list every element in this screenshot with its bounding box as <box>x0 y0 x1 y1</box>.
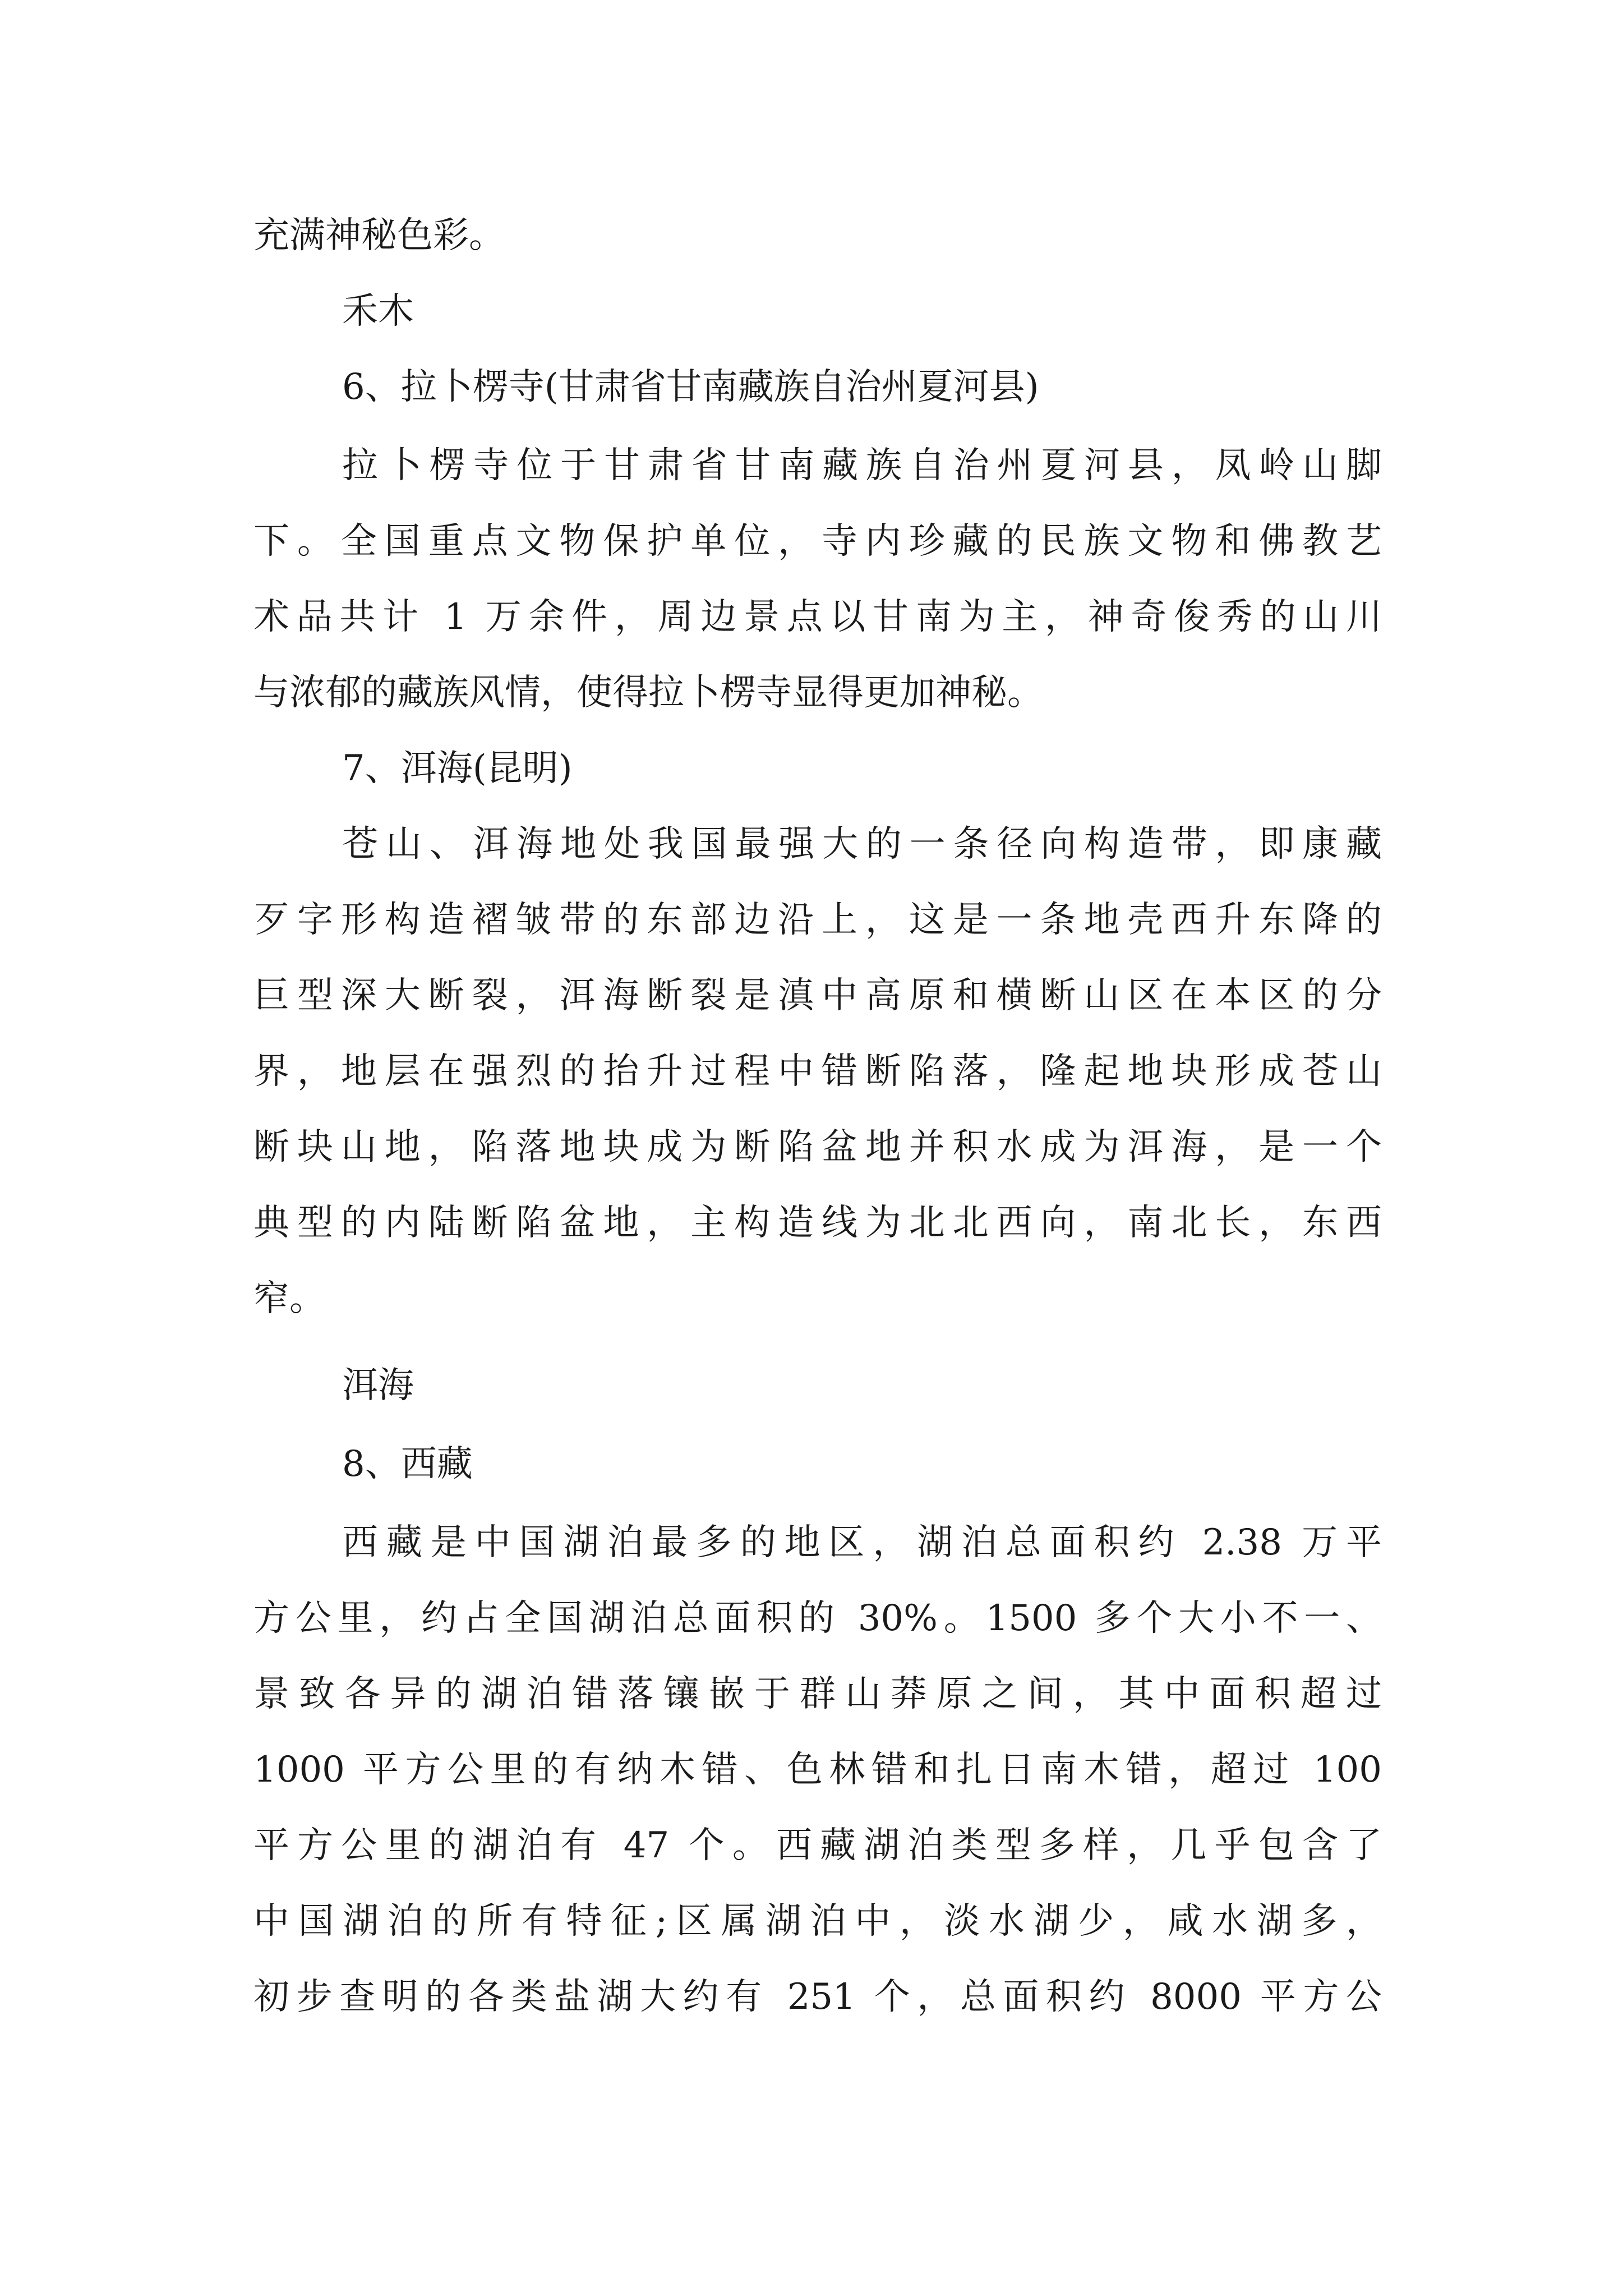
paragraph-line: 平方公里的湖泊有 47 个。西藏湖泊类型多样，几乎包含了 <box>253 1825 1382 1866</box>
paragraph-line: 术品共计 1 万余件，周边景点以甘南为主，神奇俊秀的山川 <box>253 596 1382 638</box>
paragraph-line: 典型的内陆断陷盆地，主构造线为北北西向，南北长，东西 <box>253 1202 1382 1244</box>
paragraph-line: 与浓郁的藏族风情，使得拉卜楞寺显得更加神秘。 <box>253 672 1043 714</box>
paragraph-line: 巨型深大断裂，洱海断裂是滇中高原和横断山区在本区的分 <box>253 975 1382 1016</box>
paragraph-line: 断块山地，陷落地块成为断陷盆地并积水成为洱海，是一个 <box>253 1126 1382 1168</box>
paragraph-line: 西藏是中国湖泊最多的地区，湖泊总面积约 2.38 万平 <box>342 1522 1382 1563</box>
paragraph-line: 界，地层在强烈的抬升过程中错断陷落，隆起地块形成苍山 <box>253 1051 1382 1092</box>
image-caption: 禾木 <box>342 291 414 332</box>
section-heading: 7、洱海(昆明) <box>342 748 573 789</box>
paragraph-line: 歹字形构造褶皱带的东部边沿上，这是一条地壳西升东降的 <box>253 899 1382 941</box>
paragraph-line: 下。全国重点文物保护单位，寺内珍藏的民族文物和佛教艺 <box>253 521 1382 562</box>
paragraph-line: 1000 平方公里的有纳木错、色林错和扎日南木错，超过 100 <box>253 1749 1382 1791</box>
paragraph-line: 拉卜楞寺位于甘肃省甘南藏族自治州夏河县，凤岭山脚 <box>342 445 1382 486</box>
paragraph-line: 窄。 <box>253 1278 325 1319</box>
section-heading: 8、西藏 <box>342 1443 473 1485</box>
text-line: 充满神秘色彩。 <box>253 215 505 256</box>
image-caption: 洱海 <box>342 1365 414 1406</box>
paragraph-line: 景致各异的湖泊错落镶嵌于群山莽原之间，其中面积超过 <box>253 1673 1382 1715</box>
paragraph-line: 方公里，约占全国湖泊总面积的 30%。1500 多个大小不一、 <box>253 1598 1382 1639</box>
paragraph-line: 中国湖泊的所有特征;区属湖泊中，淡水湖少，咸水湖多， <box>253 1901 1382 1942</box>
paragraph-line: 初步查明的各类盐湖大约有 251 个，总面积约 8000 平方公 <box>253 1976 1382 2018</box>
paragraph-line: 苍山、洱海地处我国最强大的一条径向构造带，即康藏 <box>342 823 1382 865</box>
section-heading: 6、拉卜楞寺(甘肃省甘南藏族自治州夏河县) <box>342 366 1039 408</box>
